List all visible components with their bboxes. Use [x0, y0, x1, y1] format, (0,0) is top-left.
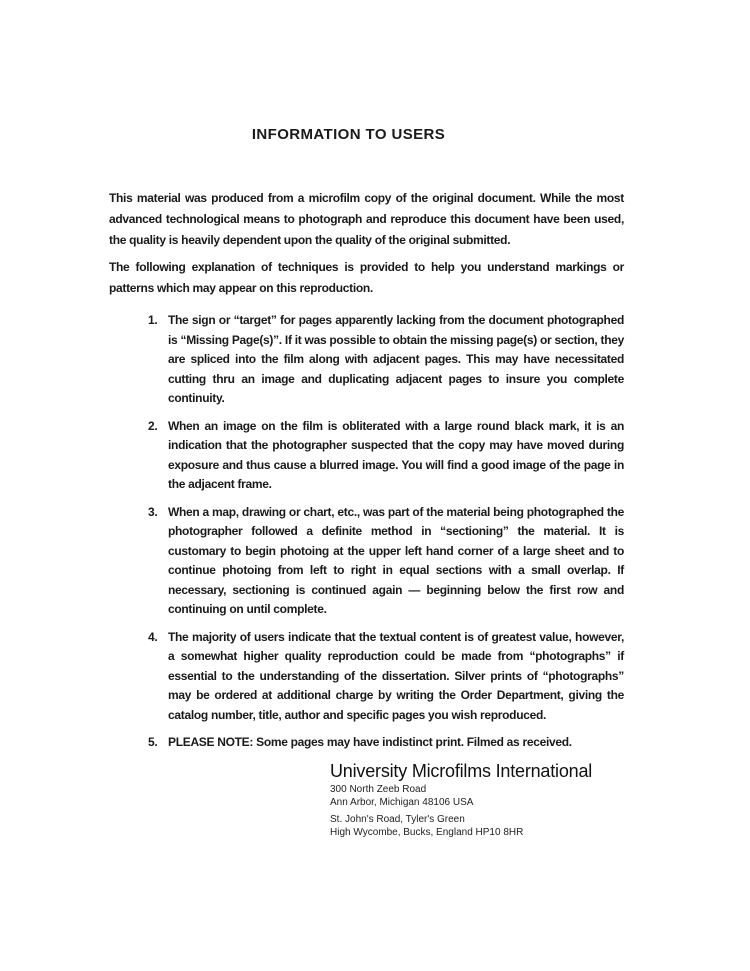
- page-title: INFORMATION TO USERS: [251, 126, 446, 143]
- publisher-address-line-1: 300 North Zeeb Road: [330, 783, 427, 795]
- publisher-address: [330, 783, 624, 840]
- list-item-2: [109, 417, 624, 495]
- intro-paragraph-2: The following explanation of techniques is provided to help you understand markings or patterns which may appear on this reproduction.: [109, 260, 624, 295]
- list-item-4: [109, 628, 624, 726]
- list-item-5-text: PLEASE NOTE: Some pages may have indistinct print. Filmed as received.: [168, 735, 572, 749]
- list-item-5: [109, 733, 624, 753]
- list-item-4-text: The majority of users indicate that the textual content is of greatest value, however, a somewhat higher quality reproduction could be made from “photographs” if essential to the understanding of the dissertation. Silver prints of “photographs” may be ordered at additional charge by writing the Order Department, giving the catalog number, title, author and specific pages you wish reproduced.: [168, 629, 624, 722]
- list-item-1-number: 1.: [148, 313, 158, 327]
- list-item-1-text: The sign or “target” for pages apparently lacking from the document photographed is “Missing Page(s)”. If it was possible to obtain the missing page(s) or section, they are spliced into the film along with adjacent pages. This may have necessitated cutting thru an image and duplicating adjacent pages to insure you complete continuity.: [168, 313, 624, 405]
- publisher-address-line-4: High Wycombe, Bucks, England HP10 8HR: [330, 827, 524, 838]
- publisher-address-line-3: St. John's Road, Tyler's Green: [330, 813, 465, 825]
- intro-paragraph-1: This material was produced from a microfilm copy of the original document. While the most advanced technological means to photograph and reproduce this document have been used, the quality is heavily dependent upon the quality of the original submitted.: [109, 191, 624, 247]
- numbered-list: [109, 311, 624, 753]
- list-item-1: [109, 311, 624, 409]
- list-item-5-number: 5.: [148, 735, 158, 749]
- publisher-name: University Microfilms International: [330, 760, 593, 781]
- list-item-4-number: 4.: [148, 629, 158, 644]
- list-item-3-number: 3.: [148, 504, 158, 519]
- publisher-block: [330, 761, 624, 840]
- list-item-3-text: When a map, drawing or chart, etc., was part of the material being photographed the photographer followed a definite method in “sectioning” the material. It is customary to begin photoing at the upper left hand corner of a large sheet and to continue photoing from left to right in equal sections with a small overlap. If necessary, sectioning is continued again — beginning below the first row and continuing on until complete.: [168, 504, 624, 616]
- publisher-address-line-2: Ann Arbor, Michigan 48106 USA: [330, 797, 474, 808]
- list-item-2-number: 2.: [148, 418, 158, 433]
- document-content: [109, 0, 624, 840]
- list-item-3: [109, 503, 624, 620]
- list-item-2-text: When an image on the film is obliterated with a large round black mark, it is an indication that the photographer suspected that the copy may have moved during exposure and thus cause a blurred image. You will find a good image of the page in the adjacent frame.: [168, 418, 624, 491]
